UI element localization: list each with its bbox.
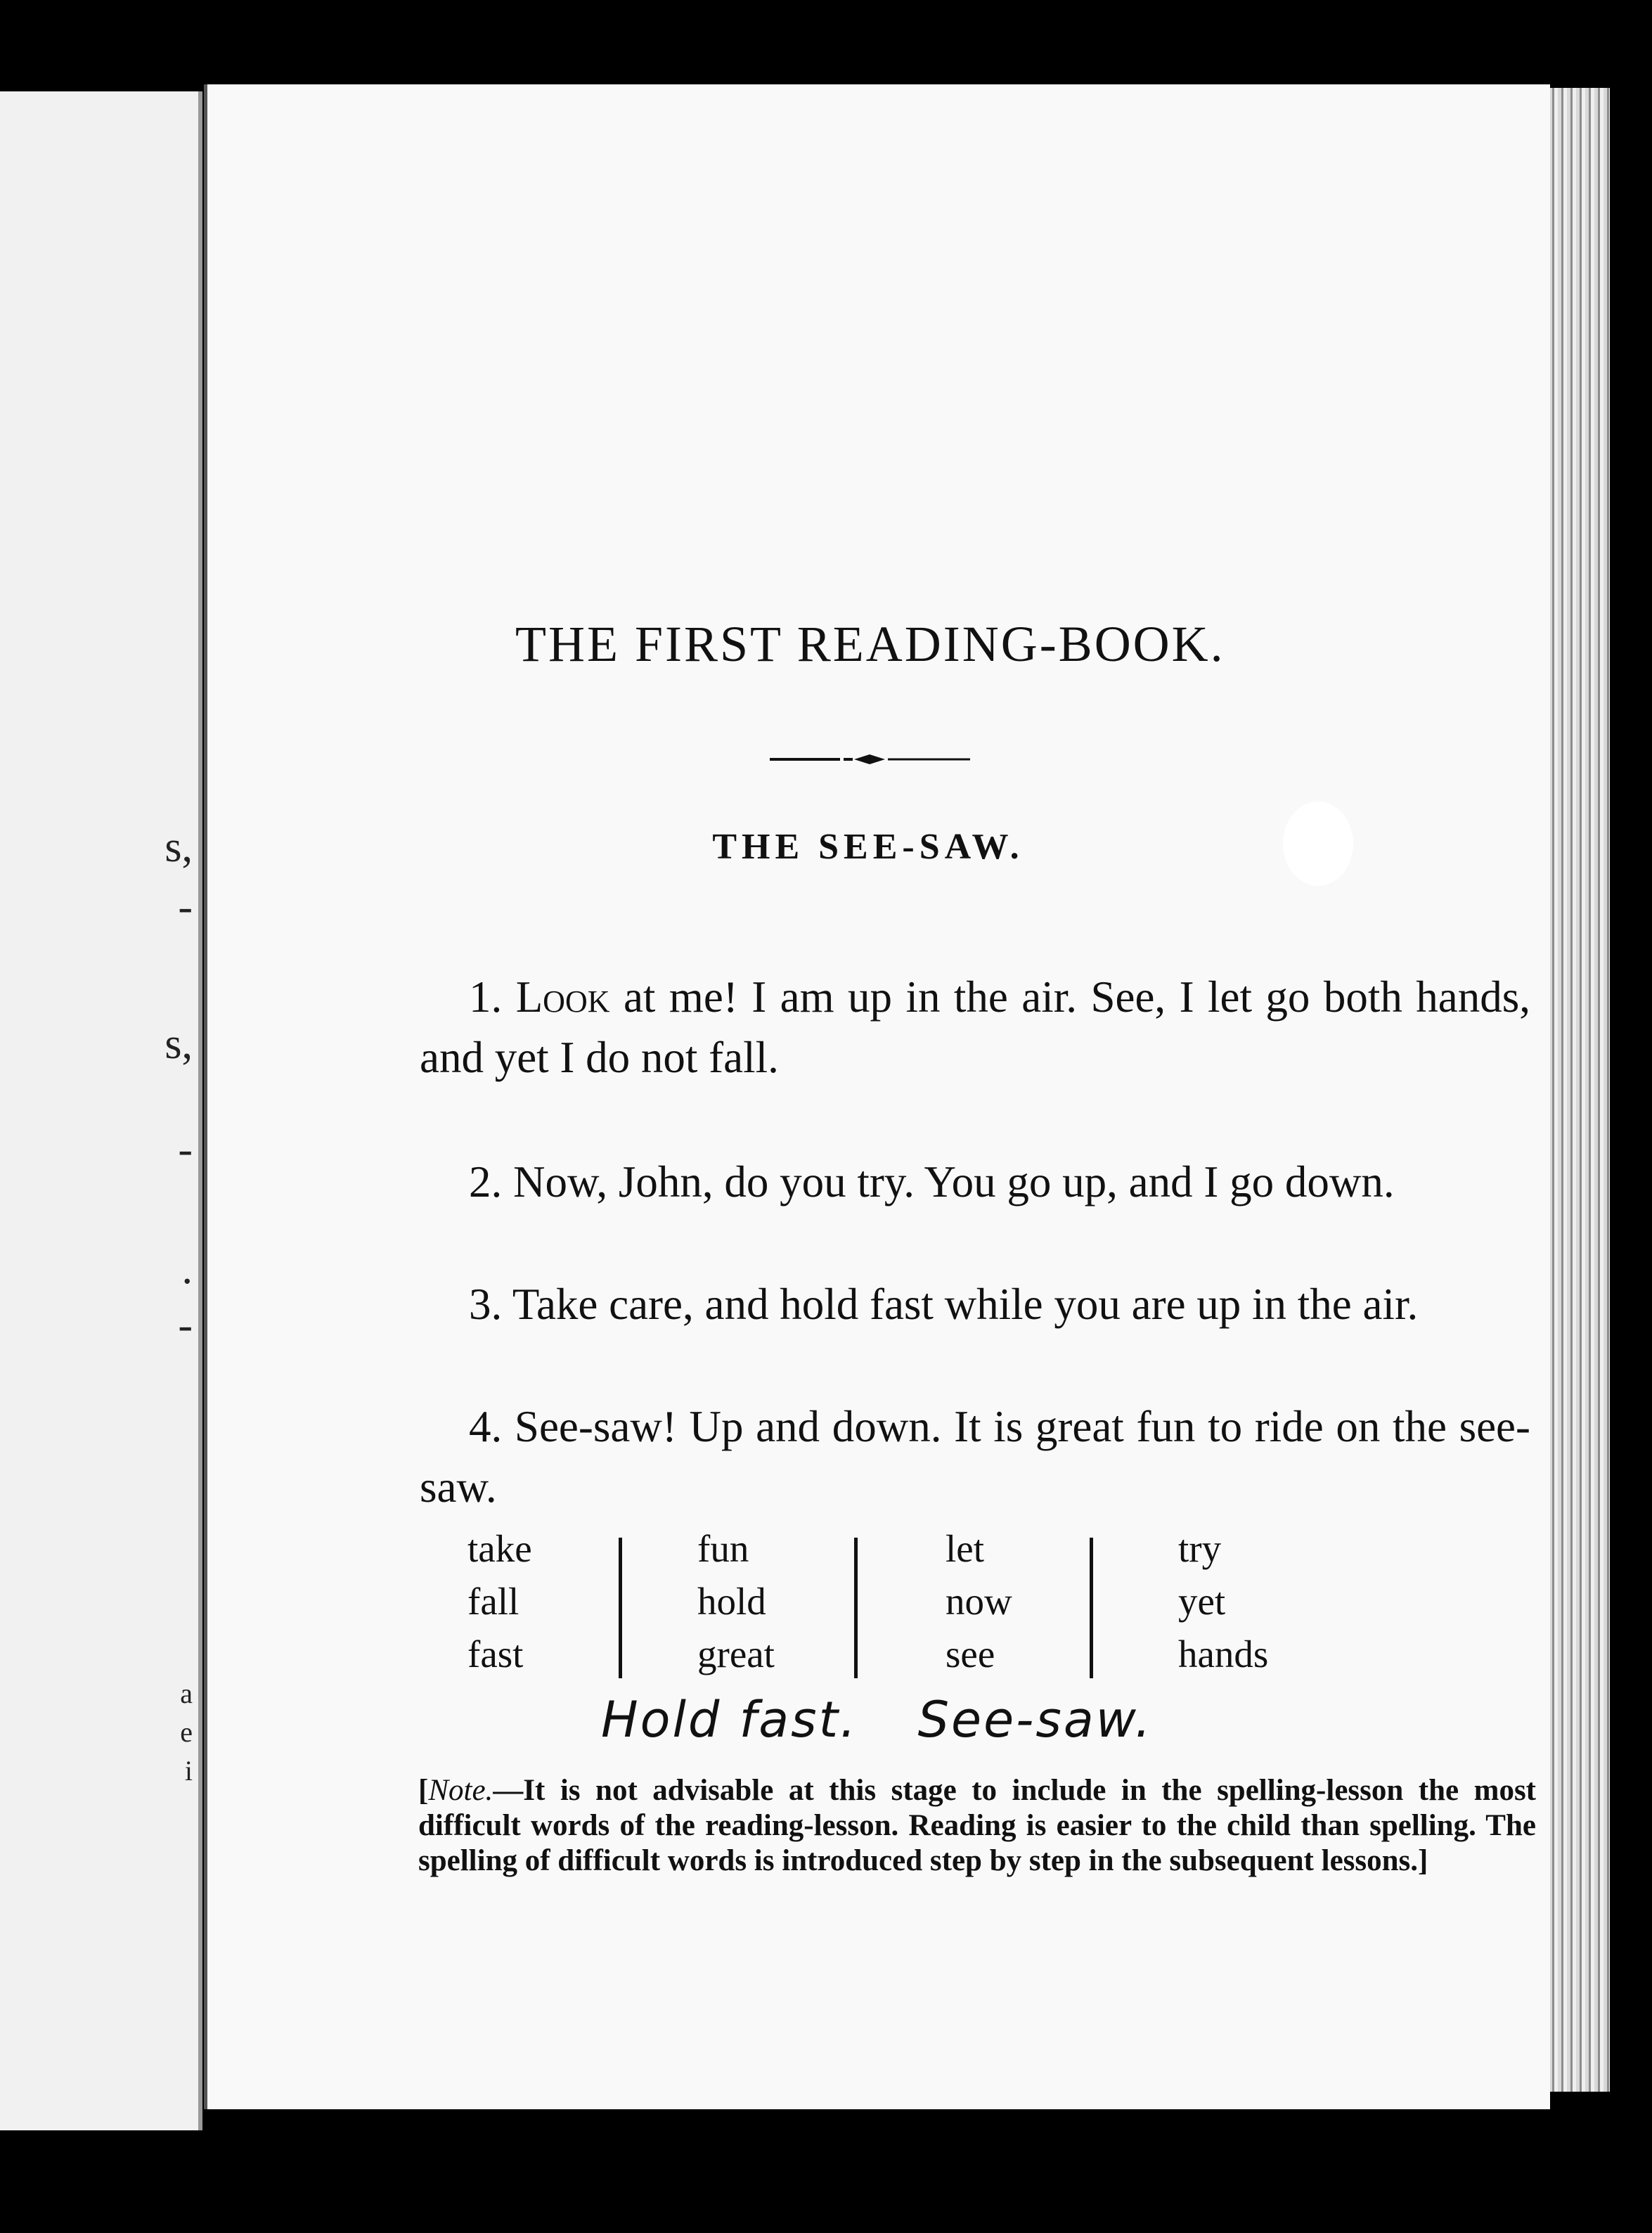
book-page	[204, 84, 1550, 2109]
margin-fragment: -	[178, 883, 193, 931]
spelling-column-2	[697, 1522, 775, 1680]
page-block-edges	[1540, 88, 1610, 2092]
paragraph-4	[420, 1396, 1530, 1517]
paragraph-number: 3.	[469, 1280, 503, 1329]
paragraph-text: Take care, and hold fast while you are up in the air.	[512, 1280, 1419, 1329]
spelling-column-3	[946, 1522, 1012, 1680]
facing-page-edge	[0, 91, 202, 2130]
margin-fragment: i	[184, 1755, 193, 1787]
margin-fragment: e	[180, 1716, 193, 1748]
script-phrase: See-saw.	[917, 1691, 1153, 1749]
paragraph-number: 2.	[469, 1157, 503, 1206]
paragraph-2	[420, 1152, 1530, 1212]
paragraph-text: at me! I am up in the air. See, I let go both hands, and yet I do not fall.	[420, 972, 1530, 1082]
spelling-word: take	[467, 1527, 532, 1570]
note-text: —It is not advisable at this stage to include in the spelling-lesson the most difficult words of the reading-lesson. Reading is easier to the child than spelling. The spelling of difficult words is introduced step by step in the subsequent lessons.]	[418, 1774, 1536, 1877]
spelling-word: let	[946, 1527, 984, 1570]
paragraph-first-word: Look	[515, 972, 610, 1022]
paragraph-text: Now, John, do you try. You go up, and I go down.	[513, 1157, 1395, 1206]
column-divider	[1090, 1538, 1093, 1678]
spelling-word: fall	[467, 1580, 520, 1623]
paragraph-number: 1.	[469, 972, 503, 1022]
paper-blemish	[1283, 802, 1353, 886]
book-title: THE FIRST READING-BOOK.	[515, 616, 1225, 672]
ornamental-rule	[770, 749, 970, 770]
margin-fragment: s,	[164, 1020, 193, 1068]
spelling-word: see	[946, 1633, 995, 1675]
margin-fragment: s,	[164, 823, 193, 871]
spelling-word: try	[1178, 1527, 1222, 1570]
spelling-word: hold	[697, 1580, 766, 1623]
note-label: Note.	[428, 1774, 493, 1807]
margin-fragment: -	[178, 1126, 193, 1173]
note-bracket: [	[418, 1774, 429, 1807]
spelling-word: now	[946, 1580, 1012, 1623]
spelling-word: fun	[697, 1527, 749, 1570]
spelling-word: fast	[467, 1633, 524, 1675]
spelling-word: hands	[1178, 1633, 1269, 1675]
spelling-word: great	[697, 1633, 775, 1675]
paragraph-number: 4.	[469, 1402, 503, 1451]
paragraph-3	[420, 1274, 1530, 1334]
paragraph-text: See-saw! Up and down. It is great fun to ride on the see-saw.	[420, 1402, 1530, 1512]
column-divider	[619, 1538, 622, 1678]
lesson-title: THE SEE-SAW.	[712, 827, 1024, 867]
margin-fragment: .	[181, 1245, 193, 1293]
margin-fragment: a	[180, 1678, 193, 1709]
spelling-column-1	[467, 1522, 532, 1680]
script-writing-line	[601, 1691, 1445, 1749]
script-phrase: Hold fast.	[601, 1691, 858, 1749]
column-divider	[854, 1538, 858, 1678]
spelling-column-4	[1178, 1522, 1268, 1680]
margin-fragment: -	[178, 1301, 193, 1349]
teacher-note	[418, 1773, 1536, 1879]
spelling-word-list	[467, 1522, 1557, 1675]
paragraph-1	[420, 967, 1530, 1088]
spelling-word: yet	[1178, 1580, 1226, 1623]
